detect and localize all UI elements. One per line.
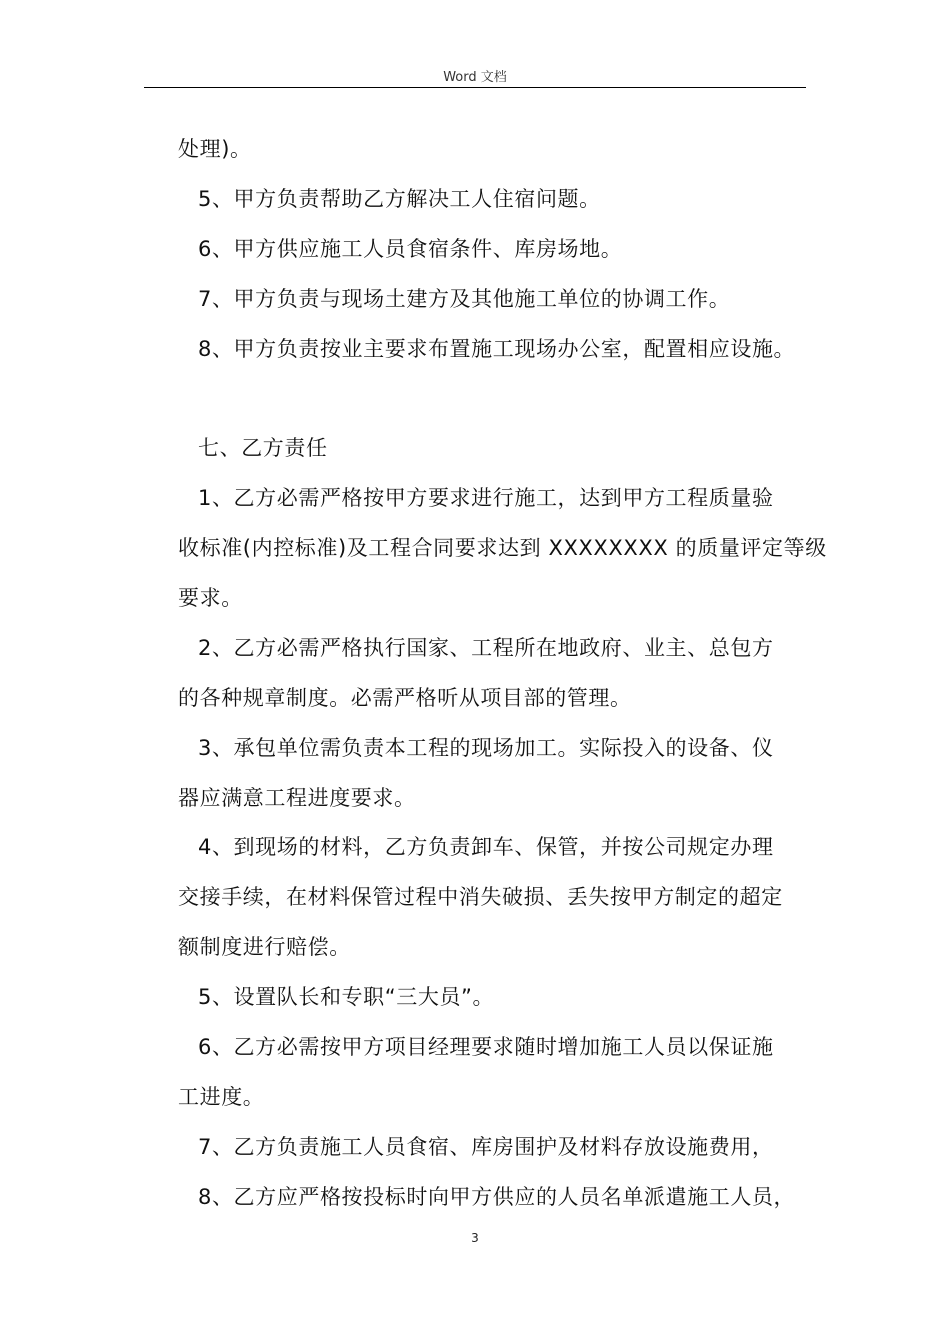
section-heading: 七、乙方责任 xyxy=(198,436,328,460)
body-line: 处理)。 xyxy=(178,137,252,161)
body-line: 5、设置队长和专职“三大员”。 xyxy=(198,985,495,1009)
body-line: 2、乙方必需严格执行国家、工程所在地政府、业主、总包方 xyxy=(198,636,774,660)
body-line: 5、甲方负责帮助乙方解决工人住宿问题。 xyxy=(198,187,601,211)
body-line: 7、乙方负责施工人员食宿、库房围护及材料存放设施费用， xyxy=(198,1135,774,1159)
body-line: 交接手续，在材料保管过程中消失破损、丢失按甲方制定的超定 xyxy=(178,885,783,909)
body-line: 要求。 xyxy=(178,586,243,610)
page-number: 3 xyxy=(471,1231,479,1245)
body-line: 器应满意工程进度要求。 xyxy=(178,786,416,810)
body-line: 工进度。 xyxy=(178,1085,265,1109)
body-line: 1、乙方必需严格按甲方要求进行施工，达到甲方工程质量验 xyxy=(198,486,774,510)
body-line: 3、承包单位需负责本工程的现场加工。实际投入的设备、仪 xyxy=(198,736,774,760)
body-line: 的各种规章制度。必需严格听从项目部的管理。 xyxy=(178,686,632,710)
body-line: 6、乙方必需按甲方项目经理要求随时增加施工人员以保证施 xyxy=(198,1035,774,1059)
body-line: 8、甲方负责按业主要求布置施工现场办公室，配置相应设施。 xyxy=(198,337,796,361)
page-header: Word 文档 xyxy=(443,70,507,85)
body-line: 7、甲方负责与现场土建方及其他施工单位的协调工作。 xyxy=(198,287,731,311)
body-line: 收标准(内控标准)及工程合同要求达到 XXXXXXXX 的质量评定等级 xyxy=(178,536,827,560)
body-line: 额制度进行赔偿。 xyxy=(178,935,351,959)
body-line: 4、到现场的材料，乙方负责卸车、保管，并按公司规定办理 xyxy=(198,835,774,859)
header-divider xyxy=(144,87,806,88)
body-line: 8、乙方应严格按投标时向甲方供应的人员名单派遣施工人员， xyxy=(198,1185,796,1209)
body-line: 6、甲方供应施工人员食宿条件、库房场地。 xyxy=(198,237,623,261)
